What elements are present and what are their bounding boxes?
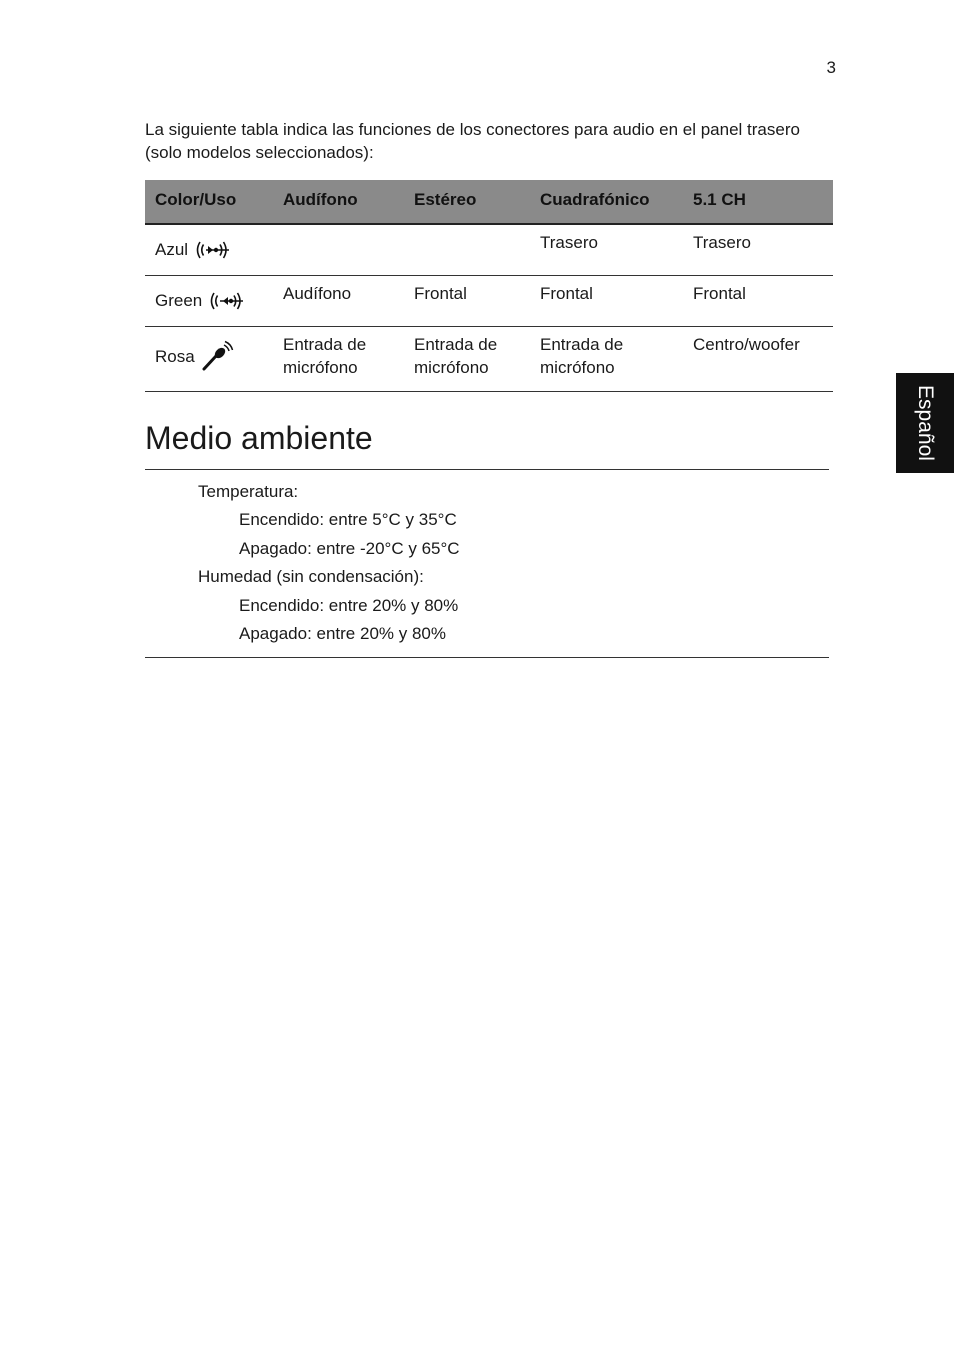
table-cell [283, 224, 414, 276]
table-cell: Audífono [283, 276, 414, 327]
color-cell [145, 327, 283, 392]
color-label: Green [155, 291, 203, 310]
page-number: 3 [826, 58, 836, 77]
audio-connectors-table [145, 180, 833, 392]
list-item: Temperatura: [198, 482, 299, 501]
table-cell: Trasero [693, 224, 833, 276]
line-out-icon [208, 290, 244, 312]
list-item: Apagado: entre 20% y 80% [239, 624, 446, 644]
header-stereo: Estéreo [414, 180, 540, 224]
color-label: Rosa [155, 346, 195, 366]
microphone-icon [201, 340, 237, 372]
list-item: Humedad (sin condensación): [198, 567, 424, 587]
environment-spec-list [145, 478, 829, 648]
color-cell [145, 276, 283, 327]
intro-paragraph: La siguiente tabla indica las funciones de los conectores para audio en el panel trasero (solo modelos seleccionados): [145, 120, 800, 162]
table-row [145, 224, 833, 276]
header-5-1-ch: 5.1 CH [693, 180, 833, 224]
table-cell [414, 224, 540, 276]
list-item: Encendido: entre 20% y 80% [239, 595, 459, 615]
table-row [145, 327, 833, 392]
color-cell [145, 224, 283, 276]
language-side-tab [896, 373, 954, 473]
table-cell: Centro/woofer [693, 327, 833, 392]
section-bottom-divider [145, 657, 829, 658]
header-headphone: Audífono [283, 180, 414, 224]
audio-connectors-table-container [145, 180, 833, 392]
table-cell: Trasero [540, 224, 693, 276]
header-color-use: Color/Uso [145, 180, 283, 224]
table-cell: Frontal [414, 276, 540, 327]
list-item: Encendido: entre 5°C y 35°C [239, 510, 457, 530]
section-top-divider [145, 469, 829, 470]
color-label: Azul [155, 240, 189, 259]
list-item: Apagado: entre -20°C y 65°C [239, 538, 460, 558]
section-title: Medio ambiente [145, 420, 373, 456]
table-cell: Entrada de micrófono [414, 327, 540, 392]
table-header-row [145, 180, 833, 224]
table-cell: Frontal [693, 276, 833, 327]
header-quadraphonic: Cuadrafónico [540, 180, 693, 224]
table-cell: Frontal [540, 276, 693, 327]
table-row [145, 276, 833, 327]
language-label: Español [914, 385, 937, 461]
line-in-icon [194, 239, 230, 261]
table-cell: Entrada de micrófono [540, 327, 693, 392]
table-cell: Entrada de micrófono [283, 327, 414, 392]
